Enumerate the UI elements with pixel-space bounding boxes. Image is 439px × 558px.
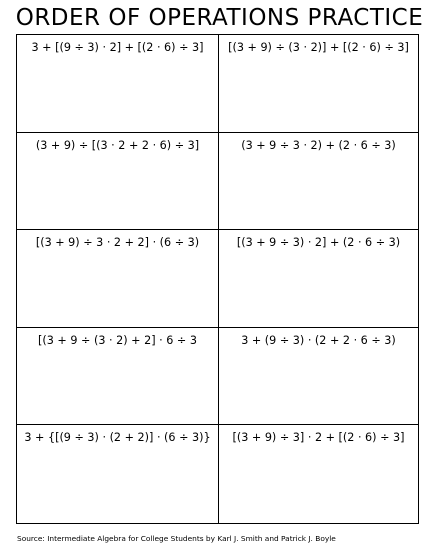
- problem-cell-10: [(3 + 9) ÷ 3] · 2 + [(2 · 6) ÷ 3]: [232, 431, 405, 445]
- problem-cell-4: (3 + 9 ÷ 3 · 2) + (2 · 6 ÷ 3): [219, 133, 418, 231]
- worksheet-title: ORDER OF OPERATIONS PRACTICE: [15, 5, 424, 31]
- problem-cell-2: [(3 + 9) ÷ (3 · 2)] + [(2 · 6) ÷ 3]: [219, 35, 418, 133]
- problem-cell-6: [(3 + 9 ÷ 3) · 2] + (2 · 6 ÷ 3): [219, 230, 418, 328]
- problem-cell-9: 3 + {[(9 ÷ 3) · (2 + 2)] · (6 ÷ 3)}: [17, 425, 219, 523]
- problem-cell-8: 3 + (9 ÷ 3) · (2 + 2 · 6 ÷ 3): [219, 328, 418, 426]
- problem-grid: [16, 34, 419, 524]
- source-citation: Source: Intermediate Algebra for College Students by Karl J. Smith and Patrick J. Boyle: [17, 534, 336, 543]
- problem-cell-3: (3 + 9) ÷ [(3 · 2 + 2 · 6) ÷ 3]: [17, 133, 219, 231]
- problem-cell-1: 3 + [(9 ÷ 3) · 2] + [(2 · 6) ÷ 3]: [17, 35, 219, 133]
- problem-cell-7: [(3 + 9 ÷ (3 · 2) + 2] · 6 ÷ 3: [17, 328, 219, 426]
- problem-cell-5: [(3 + 9) ÷ 3 · 2 + 2] · (6 ÷ 3): [17, 230, 219, 328]
